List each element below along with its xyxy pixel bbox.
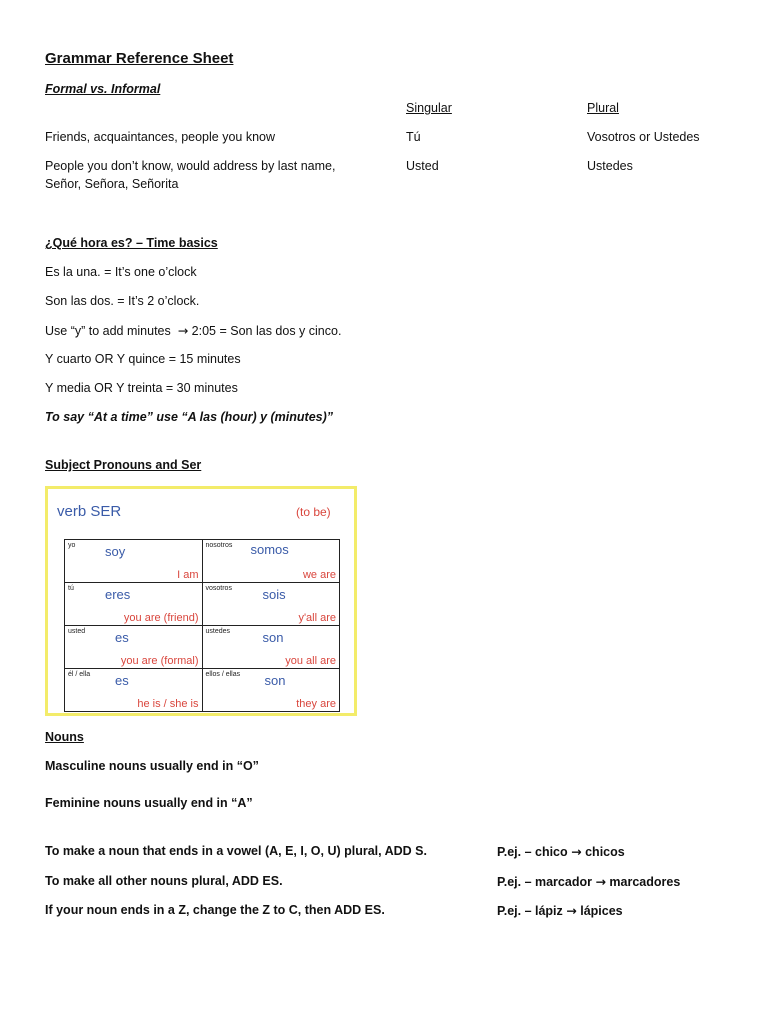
arrow-right-icon: → — [177, 323, 189, 338]
ser-pronoun: nosotros — [205, 542, 233, 549]
ser-form: eres — [105, 587, 131, 602]
plural-example — [497, 874, 680, 889]
formal-row-plural: Vosotros or Ustedes — [587, 130, 700, 144]
ser-form: son — [262, 630, 284, 645]
time-minutes-post: 2:05 = Son las dos y cinco. — [191, 324, 342, 338]
ser-form: soy — [105, 544, 126, 559]
formal-row-singular: Usted — [406, 159, 439, 173]
plural-rule: To make a noun that ends in a vowel (A, E, I, O, U) plural, ADD S. — [45, 844, 427, 858]
time-line: Y cuarto OR Y quince = 15 minutes — [45, 352, 241, 366]
plural-example-post: chicos — [585, 845, 625, 859]
formal-row-desc-line2: Señor, Señora, Señorita — [45, 177, 179, 191]
ser-pronoun: yo — [68, 542, 76, 549]
ser-translation: you are (friend) — [123, 612, 199, 624]
nouns-feminine: Feminine nouns usually end in “A” — [45, 796, 253, 810]
ser-cell — [65, 669, 203, 712]
ser-translation: y'all are — [298, 612, 336, 624]
plural-example-pre: P.ej. – marcador — [497, 875, 592, 889]
nouns-masculine: Masculine nouns usually end in “O” — [45, 759, 259, 773]
plural-rule: To make all other nouns plural, ADD ES. — [45, 874, 283, 888]
plural-example-pre: P.ej. – chico — [497, 845, 568, 859]
formal-row-desc: Friends, acquaintances, people you know — [45, 130, 276, 144]
ser-cell — [65, 626, 203, 669]
plural-example-post: marcadores — [609, 875, 681, 889]
ser-form: somos — [250, 542, 289, 557]
ser-form: son — [264, 673, 286, 688]
ser-cell — [202, 626, 340, 669]
time-minutes-pre: Use “y” to add minutes — [45, 324, 171, 338]
time-line: Son las dos. = It’s 2 o’clock. — [45, 294, 200, 308]
ser-cell — [65, 583, 203, 626]
arrow-right-icon: → — [571, 844, 582, 859]
nouns-heading: Nouns — [45, 730, 84, 744]
arrow-right-icon: → — [566, 903, 577, 918]
ser-heading: Subject Pronouns and Ser — [45, 458, 202, 472]
ser-form: es — [115, 630, 129, 645]
ser-translation: he is / she is — [137, 698, 199, 710]
ser-verb-title: verb SER — [57, 503, 122, 520]
ser-translation: you are (formal) — [120, 655, 199, 667]
col-plural-header: Plural — [587, 101, 619, 115]
ser-form: es — [115, 673, 129, 688]
ser-cell — [65, 540, 203, 583]
arrow-right-icon: → — [595, 874, 606, 889]
time-heading: ¿Qué hora es? – Time basics — [45, 236, 218, 250]
ser-pronoun: ellos / ellas — [205, 671, 241, 678]
ser-cell — [202, 669, 340, 712]
ser-pronoun: tú — [68, 585, 74, 592]
plural-example — [497, 844, 625, 859]
time-at-a-time: To say “At a time” use “A las (hour) y (minutes)” — [45, 410, 334, 424]
time-line: Y media OR Y treinta = 30 minutes — [45, 381, 238, 395]
formal-heading: Formal vs. Informal — [45, 82, 161, 96]
ser-translation: I am — [177, 569, 199, 581]
ser-meaning: (to be) — [296, 505, 331, 519]
ser-cell — [202, 540, 340, 583]
page-title: Grammar Reference Sheet — [45, 50, 234, 67]
ser-pronoun: vosotros — [205, 585, 232, 592]
ser-pronoun: ustedes — [205, 628, 231, 635]
plural-example-pre: P.ej. – lápiz — [497, 904, 563, 918]
ser-conjugation-chart — [45, 486, 357, 716]
ser-translation: we are — [302, 569, 336, 581]
plural-rule: If your noun ends in a Z, change the Z to C, then ADD ES. — [45, 903, 385, 917]
time-line: Es la una. = It’s one o’clock — [45, 265, 197, 279]
col-singular-header: Singular — [406, 101, 452, 115]
formal-row-singular: Tú — [406, 130, 421, 144]
formal-row-desc: People you don’t know, would address by last name, — [45, 159, 336, 173]
ser-pronoun: él / ella — [68, 671, 91, 678]
ser-grid — [64, 539, 340, 712]
time-minutes-line — [45, 323, 341, 338]
ser-form: sois — [262, 587, 286, 602]
plural-example-post: lápices — [580, 904, 623, 918]
ser-translation: you all are — [285, 655, 336, 667]
plural-example — [497, 903, 623, 918]
ser-cell — [202, 583, 340, 626]
ser-pronoun: usted — [68, 628, 86, 635]
formal-row-plural: Ustedes — [587, 159, 633, 173]
ser-translation: they are — [296, 698, 336, 710]
